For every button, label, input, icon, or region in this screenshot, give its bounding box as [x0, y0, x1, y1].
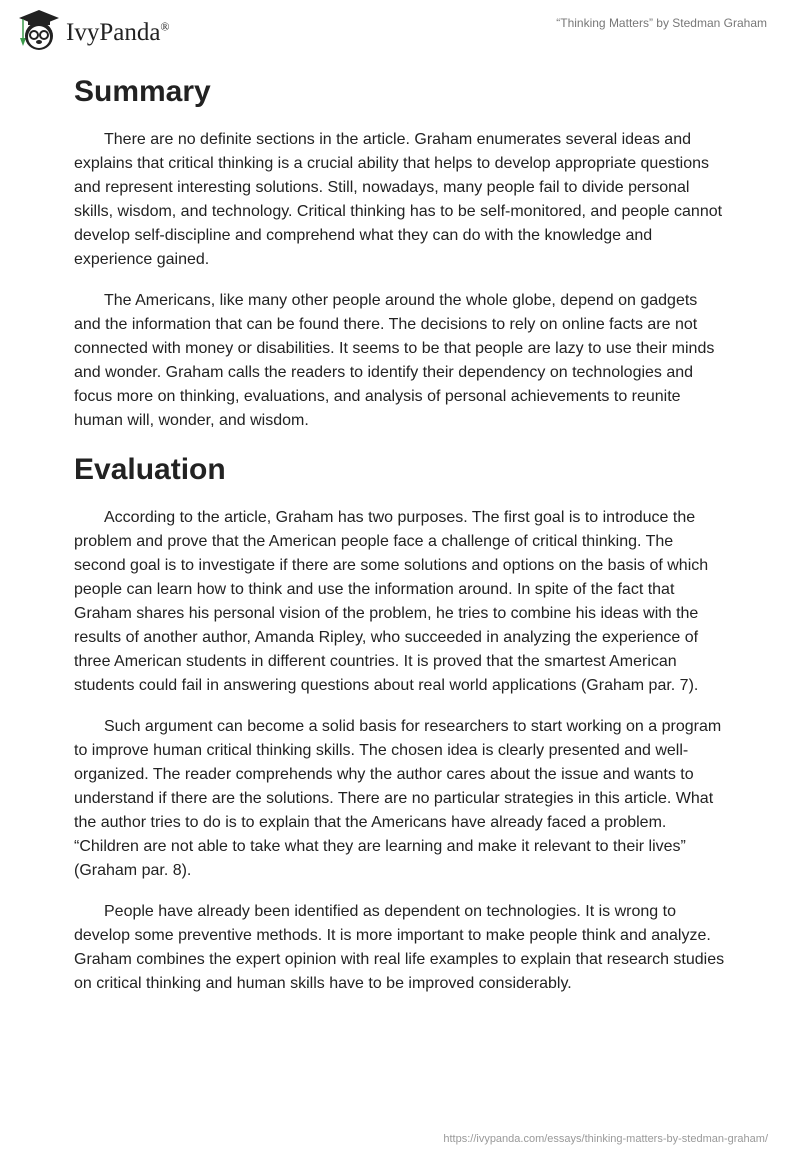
paragraph: There are no definite sections in the article. Graham enumerates several ideas and explains that critical thinking is a crucial ability that helps to develop appropriate questions and represent interesting solutions. Still, nowadays, many people fail to divide personal skills, wisdom, and technology. Critical thinking has to be self-monitored, and people cannot develop self-discipline and comprehend what they can do with the knowledge and experience gained.	[74, 131, 723, 268]
essay-content	[74, 72, 728, 1013]
running-title: “Thinking Matters” by Stedman Graham	[556, 16, 767, 30]
paragraph: People have already been identified as dependent on technologies. It is wrong to develop some preventive methods. It is more important to make people think and analyze. Graham combines the expert opinion with real life examples to explain that research studies on critical thinking and human skills have to be improved considerably.	[74, 903, 725, 992]
page-header	[0, 0, 800, 60]
paragraph: The Americans, like many other people around the whole globe, depend on gadgets and the information that can be found there. The decisions to rely on online facts are not connected with money or disabilities. It seems to be that people are lazy to use their minds and wonder. Graham calls the readers to identify their dependency on technologies and focus more on thinking, evaluations, and analysis of personal achievements to reunite human will, wonder, and wisdom.	[74, 292, 715, 429]
paragraph: Such argument can become a solid basis for researchers to start working on a program to improve human critical thinking skills. The chosen idea is clearly presented and well-organized. The reader comprehends why the author cares about the issue and wants to understand if there are the solutions. There are no particular strategies in this article. What the author tries to do is to explain that the Americans have already faced a problem. “Children are not able to take what they are learning and make it relevant to their lives” (Graham par. 8).	[74, 718, 722, 879]
section-heading-evaluation: Evaluation	[74, 453, 226, 486]
ivypanda-logo[interactable]	[18, 8, 170, 52]
panda-graduate-icon	[18, 8, 60, 52]
paragraph: According to the article, Graham has two purposes. The first goal is to introduce the problem and prove that the American people face a challenge of critical thinking. The second goal is to investigate if there are some solutions and options on the basis of which people can learn how to think and use the information around. In spite of the fact that Graham shares his personal vision of the problem, he tries to combine his ideas with the results of another author, Amanda Ripley, who succeeded in analyzing the experience of three American students in different countries. It is proved that the smartest American students could fail in answering questions about real world applications (Graham par. 7).	[74, 509, 709, 694]
section-heading-summary: Summary	[74, 75, 211, 108]
source-url[interactable]: https://ivypanda.com/essays/thinking-matters-by-stedman-graham/	[443, 1133, 768, 1145]
registered-mark: ®	[160, 19, 170, 34]
logo-text: IvyPanda	[66, 19, 161, 46]
